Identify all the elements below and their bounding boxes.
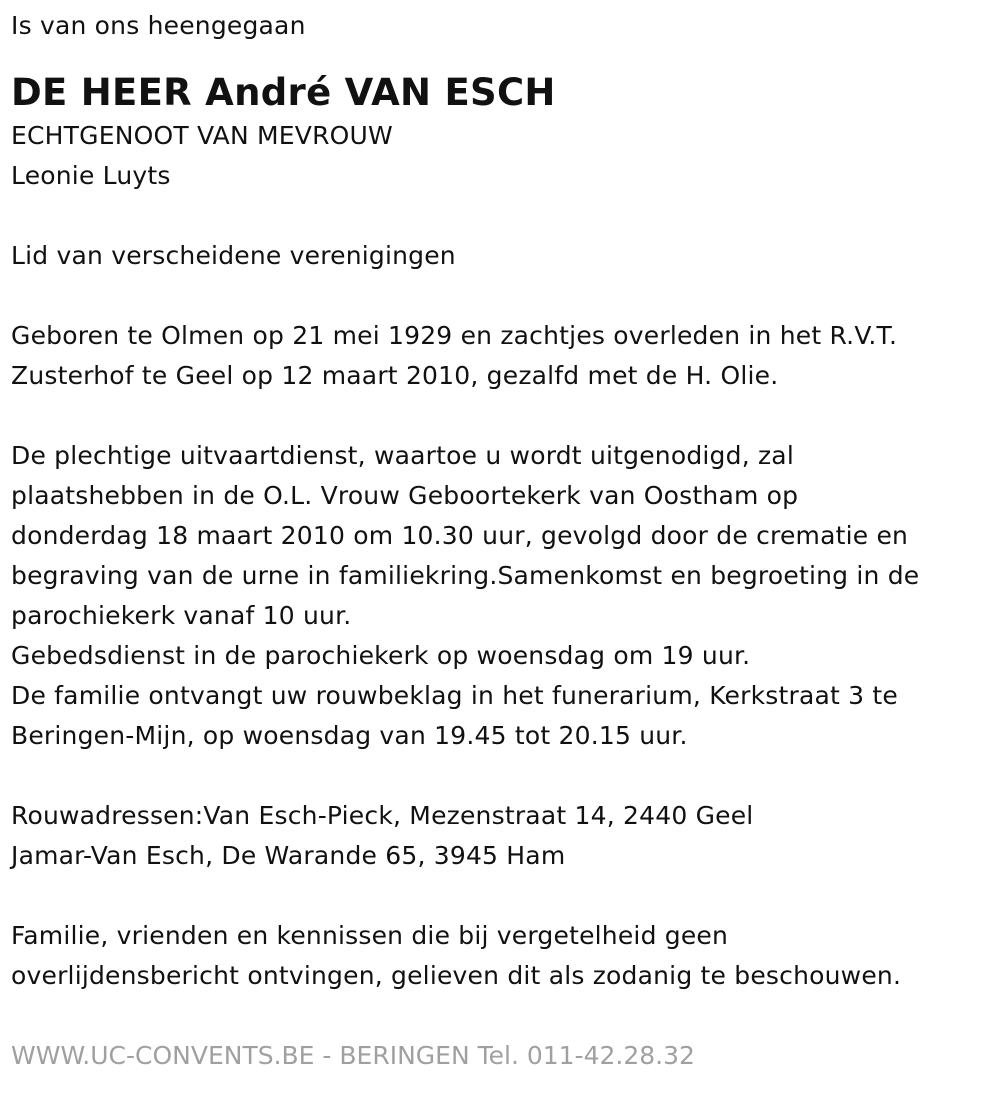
death-notice (11, 0, 986, 1076)
deceased-name: DE HEER André VAN ESCH (11, 71, 556, 114)
spouse-name: Leonie Luyts (11, 161, 171, 190)
intro-text: Is van ons heengegaan (11, 11, 306, 40)
paragraph-line: De familie ontvangt uw rouwbeklag in het funerarium, Kerkstraat 3 te (11, 681, 899, 710)
paragraph-line: Geboren te Olmen op 21 mei 1929 en zachtjes overleden in het R.V.T. (11, 321, 898, 350)
address-line: Rouwadressen:Van Esch-Pieck, Mezenstraat 14, 2440 Geel (11, 801, 754, 830)
paragraph-line: De plechtige uitvaartdienst, waartoe u wordt uitgenodigd, zal (11, 441, 794, 470)
paragraph-line: donderdag 18 maart 2010 om 10.30 uur, gevolgd door de crematie en (11, 521, 909, 550)
paragraph-line: begraving van de urne in familiekring.Samenkomst en begroeting in de (11, 561, 920, 590)
spouse-title: ECHTGENOOT VAN MEVROUW (11, 121, 393, 150)
paragraph-line: Beringen-Mijn, op woensdag van 19.45 tot 20.15 uur. (11, 721, 688, 750)
publisher-footer: WWW.UC-CONVENTS.BE - BERINGEN Tel. 011-42.28.32 (11, 1041, 695, 1070)
mourning-addresses (11, 796, 986, 876)
birth-death-paragraph (11, 316, 986, 396)
paragraph-line: plaatshebben in de O.L. Vrouw Geboortekerk van Oostham op (11, 481, 799, 510)
paragraph-line: Gebedsdienst in de parochiekerk op woensdag om 19 uur. (11, 641, 751, 670)
address-line: Jamar-Van Esch, De Warande 65, 3945 Ham (11, 841, 566, 870)
paragraph-line: parochiekerk vanaf 10 uur. (11, 601, 352, 630)
membership-text: Lid van verscheidene verenigingen (11, 241, 456, 270)
closing-paragraph (11, 916, 986, 996)
paragraph-line: Familie, vrienden en kennissen die bij vergetelheid geen (11, 921, 729, 950)
paragraph-line: overlijdensbericht ontvingen, gelieven dit als zodanig te beschouwen. (11, 961, 902, 990)
paragraph-line: Zusterhof te Geel op 12 maart 2010, gezalfd met de H. Olie. (11, 361, 779, 390)
ceremony-paragraph (11, 436, 986, 756)
